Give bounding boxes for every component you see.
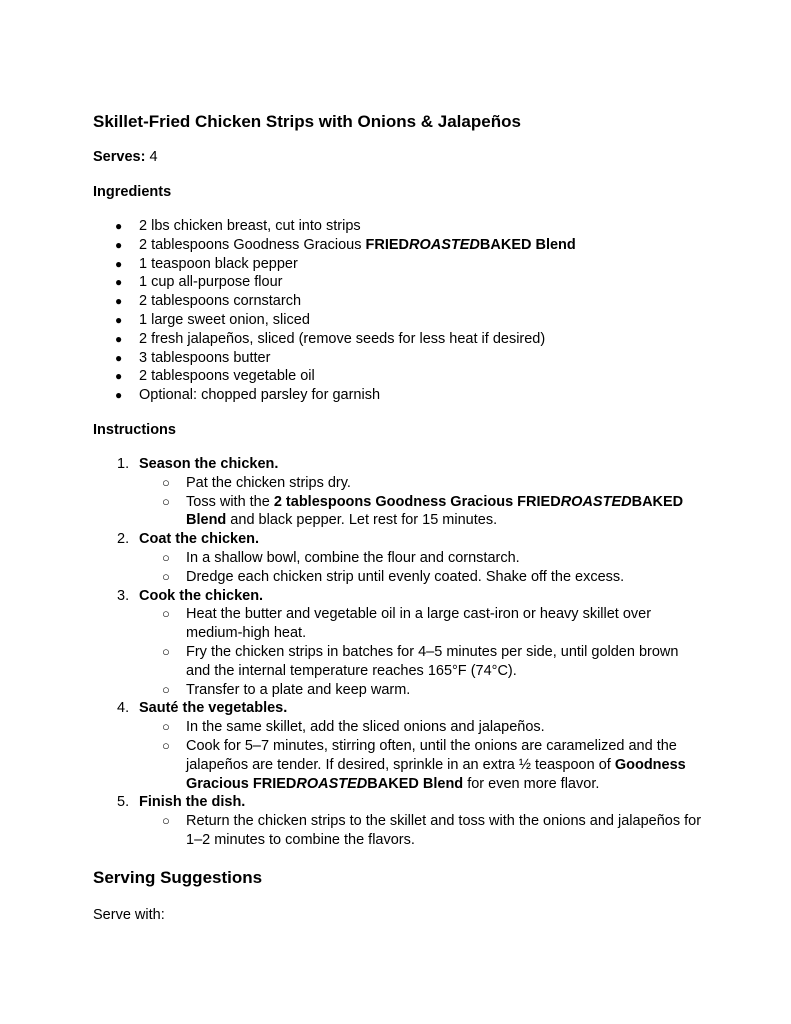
instruction-step bbox=[93, 699, 713, 793]
instruction-step bbox=[93, 530, 713, 586]
instruction-step bbox=[93, 587, 713, 700]
sub-bullet-icon: ○ bbox=[162, 568, 170, 584]
recipe-title: Skillet-Fried Chicken Strips with Onions & Jalapeños bbox=[93, 112, 521, 131]
product-name-part: BAKED Blend bbox=[479, 236, 576, 253]
step-number: 1. bbox=[117, 456, 130, 472]
step-sub-list bbox=[139, 605, 713, 699]
product-name-italic-part: ROASTED bbox=[560, 493, 632, 510]
ingredient-item bbox=[93, 349, 576, 368]
item-text: In the same skillet, add the sliced onions and jalapeños. bbox=[186, 719, 545, 736]
item-text: 1 large sweet onion, sliced bbox=[139, 311, 310, 328]
bullet-icon: ● bbox=[115, 312, 123, 327]
step-title: Season the chicken. bbox=[139, 456, 279, 472]
step-sub-item bbox=[139, 718, 706, 737]
sub-bullet-icon: ○ bbox=[162, 681, 170, 697]
serving-suggestions-heading: Serving Suggestions bbox=[93, 868, 263, 887]
product-name-part: FRIED bbox=[365, 236, 409, 253]
item-text: 2 fresh jalapeños, sliced (remove seeds for less heat if desired) bbox=[139, 330, 546, 347]
item-text: Transfer to a plate and keep warm. bbox=[186, 681, 411, 698]
step-sub-list bbox=[139, 718, 713, 793]
item-text: 2 tablespoons Goodness Gracious bbox=[139, 236, 366, 253]
product-name-part: Goodness Gracious FRIED bbox=[186, 756, 686, 792]
instruction-step bbox=[93, 793, 713, 849]
bullet-icon: ● bbox=[115, 237, 123, 252]
ingredient-item bbox=[93, 236, 576, 255]
product-name bbox=[366, 237, 576, 253]
item-text: 1 teaspoon black pepper bbox=[139, 255, 298, 272]
step-title: Finish the dish. bbox=[139, 794, 246, 811]
item-text: Dredge each chicken strip until evenly coated. Shake off the excess. bbox=[186, 568, 625, 585]
ingredient-item bbox=[93, 367, 576, 386]
sub-bullet-icon: ○ bbox=[162, 643, 170, 659]
sub-bullet-icon: ○ bbox=[162, 474, 170, 490]
step-sub-item bbox=[139, 737, 706, 793]
sub-bullet-icon: ○ bbox=[162, 606, 170, 622]
bullet-icon: ● bbox=[115, 331, 123, 346]
step-sub-item bbox=[139, 643, 706, 681]
item-text: and black pepper. Let rest for 15 minutes. bbox=[226, 512, 498, 529]
item-text: Toss with the bbox=[186, 493, 274, 510]
item-text: In a shallow bowl, combine the flour and cornstarch. bbox=[186, 549, 520, 566]
product-name-part: BAKED Blend bbox=[367, 775, 464, 792]
item-text: for even more flavor. bbox=[463, 775, 600, 792]
product-name-part: 2 tablespoons Goodness Gracious FRIED bbox=[273, 493, 561, 510]
item-text: Fry the chicken strips in batches for 4–5 minutes per side, until golden brown and the internal temperature reaches 165°F (74°C). bbox=[186, 643, 679, 679]
bullet-icon: ● bbox=[115, 350, 123, 365]
bullet-icon: ● bbox=[115, 388, 123, 403]
step-title: Cook the chicken. bbox=[139, 587, 264, 604]
item-text: 2 lbs chicken breast, cut into strips bbox=[139, 218, 361, 234]
step-sub-item bbox=[139, 493, 706, 531]
step-sub-item bbox=[139, 681, 706, 700]
item-text: Pat the chicken strips dry. bbox=[186, 474, 351, 491]
step-sub-item bbox=[139, 605, 706, 643]
step-number: 4. bbox=[117, 700, 130, 717]
item-text: Heat the butter and vegetable oil in a large cast-iron or heavy skillet over medium-high heat. bbox=[186, 606, 652, 642]
item-text: 1 cup all-purpose flour bbox=[139, 274, 283, 291]
item-text: Return the chicken strips to the skillet and toss with the onions and jalapeños for 1–2 minutes to combine the flavors. bbox=[186, 813, 702, 848]
serves-value: 4 bbox=[149, 149, 158, 165]
item-text: 3 tablespoons butter bbox=[139, 349, 271, 366]
step-number: 3. bbox=[117, 587, 130, 604]
ingredients-heading: Ingredients bbox=[93, 184, 172, 200]
serve-with-text: Serve with: bbox=[93, 907, 165, 923]
step-sub-item bbox=[139, 568, 706, 587]
step-number: 2. bbox=[117, 531, 130, 548]
product-name-italic-part: ROASTED bbox=[409, 236, 480, 253]
sub-bullet-icon: ○ bbox=[162, 493, 170, 509]
item-text: Optional: chopped parsley for garnish bbox=[139, 387, 381, 404]
ingredient-item bbox=[93, 311, 576, 330]
step-sub-list bbox=[139, 549, 713, 587]
item-text: 2 tablespoons cornstarch bbox=[139, 293, 302, 310]
sub-bullet-icon: ○ bbox=[162, 813, 170, 829]
bullet-icon: ● bbox=[115, 369, 123, 384]
step-sub-list bbox=[139, 812, 713, 850]
bullet-icon: ● bbox=[115, 275, 123, 290]
instruction-step bbox=[93, 455, 713, 530]
step-sub-item bbox=[139, 474, 706, 493]
ingredient-item bbox=[93, 255, 576, 274]
product-name-italic-part: ROASTED bbox=[296, 775, 368, 792]
ingredient-item bbox=[93, 386, 576, 405]
serves-line bbox=[93, 148, 158, 167]
ingredient-item bbox=[93, 273, 576, 292]
item-text: 2 tablespoons vegetable oil bbox=[139, 368, 315, 385]
instruction-steps bbox=[93, 455, 713, 850]
sub-bullet-icon: ○ bbox=[162, 719, 170, 735]
ingredient-item bbox=[93, 330, 576, 349]
step-sub-list bbox=[139, 474, 713, 530]
bullet-icon: ● bbox=[115, 219, 123, 233]
product-name-part: BAKED Blend bbox=[186, 493, 684, 529]
step-sub-item bbox=[139, 549, 706, 568]
ingredient-item bbox=[93, 292, 576, 311]
step-sub-item bbox=[139, 812, 706, 850]
sub-bullet-icon: ○ bbox=[162, 549, 170, 565]
step-number: 5. bbox=[117, 794, 130, 811]
bullet-icon: ● bbox=[115, 294, 123, 309]
step-title: Sauté the vegetables. bbox=[139, 700, 288, 717]
bullet-icon: ● bbox=[115, 256, 123, 271]
sub-bullet-icon: ○ bbox=[162, 737, 170, 753]
serves-label: Serves: bbox=[93, 149, 146, 165]
ingredient-item bbox=[93, 217, 576, 236]
instructions-heading: Instructions bbox=[93, 422, 176, 438]
step-title: Coat the chicken. bbox=[139, 531, 260, 548]
ingredient-list bbox=[93, 217, 576, 405]
item-text: Cook for 5–7 minutes, stirring often, until the onions are caramelized and the jalapeños are tender. If desired, sprinkle in an extra ½ teaspoon of bbox=[186, 737, 677, 773]
